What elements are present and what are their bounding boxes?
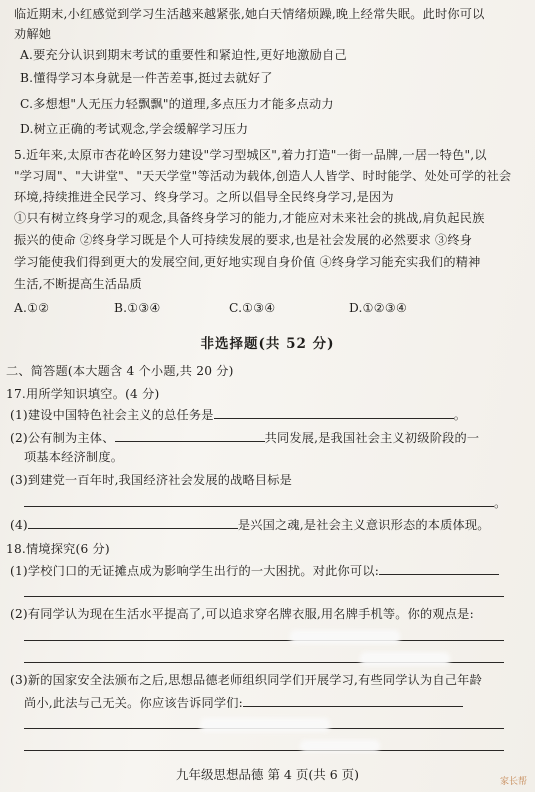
page-footer: 九年级思想品德 第 4 页(共 6 页) bbox=[175, 767, 360, 782]
q5-line: "学习周"、"大讲堂"、"天天学堂"等活动为载体,创造人人皆学、时时能学、处处可学的社会 bbox=[14, 169, 512, 183]
erased-patch bbox=[290, 630, 400, 644]
q17-item-3-blank: 。 bbox=[24, 494, 521, 511]
answer-blank[interactable] bbox=[24, 494, 494, 507]
question-stem: 临近期末,小红感觉到学习生活越来越紧张,她白天情绪烦躁,晚上经常失眠。此时你可以 bbox=[14, 7, 485, 21]
q17-item-1: (1)建设中国特色社会主义的总任务是 。 bbox=[10, 408, 467, 422]
q18-item-3-line bbox=[24, 738, 521, 755]
answer-blank[interactable] bbox=[24, 584, 504, 597]
part-title: 二、简答题(本大题含 4 个小题,共 20 分) bbox=[6, 364, 234, 378]
q5-line: ①只有树立终身学习的观念,具备终身学习的能力,才能应对未来社会的挑战,肩负起民族 bbox=[14, 211, 485, 225]
q18-item-2-line bbox=[24, 628, 521, 645]
option-a: A.要充分认识到期末考试的重要性和紧迫性,更好地激励自己 bbox=[20, 48, 347, 62]
q17-item-2: (2)公有制为主体、 共同发展,是我国社会主义初级阶段的一 bbox=[10, 431, 480, 445]
erased-patch bbox=[200, 718, 330, 732]
answer-blank[interactable] bbox=[214, 406, 454, 419]
q17-stem: 17.用所学知识填空。(4 分) bbox=[6, 387, 160, 401]
q18-item-1-line bbox=[24, 584, 521, 601]
q5-line: 环境,持续推进全民学习、终身学习。之所以倡导全民终身学习,是因为 bbox=[14, 190, 394, 204]
q5-option-b: B.①③④ bbox=[114, 301, 161, 315]
q18-item-3: (3)新的国家安全法颁布之后,思想品德老师组织同学们开展学习,有些同学认为自己年龄 bbox=[10, 673, 482, 687]
answer-blank[interactable] bbox=[24, 628, 504, 641]
q17-item-3: (3)到建党一百年时,我国经济社会发展的战略目标是 bbox=[10, 473, 293, 487]
q17-item-2-cont: 项基本经济制度。 bbox=[24, 450, 124, 464]
erased-patch bbox=[360, 652, 450, 666]
q18-item-3-cont: 尚小,此法与己无关。你应该告诉同学们: bbox=[24, 694, 521, 711]
option-b: B.懂得学习本身就是一件苦差事,挺过去就好了 bbox=[20, 71, 273, 85]
question-stem-cont: 劝解她 bbox=[14, 27, 52, 41]
q18-stem: 18.情境探究(6 分) bbox=[6, 542, 110, 556]
q5-options bbox=[14, 300, 521, 316]
erased-patch bbox=[300, 740, 380, 752]
option-c: C.多想想"人无压力轻飘飘"的道理,多点压力才能多点动力 bbox=[20, 97, 334, 111]
answer-blank[interactable] bbox=[379, 562, 499, 575]
answer-blank[interactable] bbox=[115, 429, 265, 442]
q5-option-d: D.①②③④ bbox=[349, 301, 408, 315]
q18-item-1: (1)学校门口的无证摊点成为影响学生出行的一大困扰。对此你可以: bbox=[10, 562, 521, 579]
q5-line: 学习能使我们得到更大的发展空间,更好地实现自身价值 ④终身学习能充实我们的精神 bbox=[14, 255, 481, 269]
answer-blank[interactable] bbox=[28, 516, 238, 529]
q18-item-2: (2)有同学认为现在生活水平提高了,可以追求穿名牌衣服,用名牌手机等。你的观点是: bbox=[10, 607, 474, 621]
q5-line: 振兴的使命 ②终身学习既是个人可持续发展的要求,也是社会发展的必然要求 ③终身 bbox=[14, 233, 473, 247]
q17-item-4: (4) 是兴国之魂,是社会主义意识形态的本质体现。 bbox=[10, 518, 490, 532]
q5-line: 5.近年来,太原市杏花岭区努力建设"学习型城区",着力打造"一街一品牌,一居一特色",以 bbox=[14, 148, 487, 162]
q5-option-c: C.①③④ bbox=[229, 301, 276, 315]
watermark-logo: 家长帮 bbox=[499, 776, 527, 786]
option-d: D.树立正确的考试观念,学会缓解学习压力 bbox=[20, 122, 249, 136]
answer-blank[interactable] bbox=[243, 694, 463, 707]
q5-line: 生活,不断提高生活品质 bbox=[14, 277, 142, 291]
answer-blank[interactable] bbox=[24, 738, 504, 751]
section-title: 非选择题(共 52 分) bbox=[200, 336, 335, 352]
q5-option-a: A.①② bbox=[14, 301, 50, 315]
